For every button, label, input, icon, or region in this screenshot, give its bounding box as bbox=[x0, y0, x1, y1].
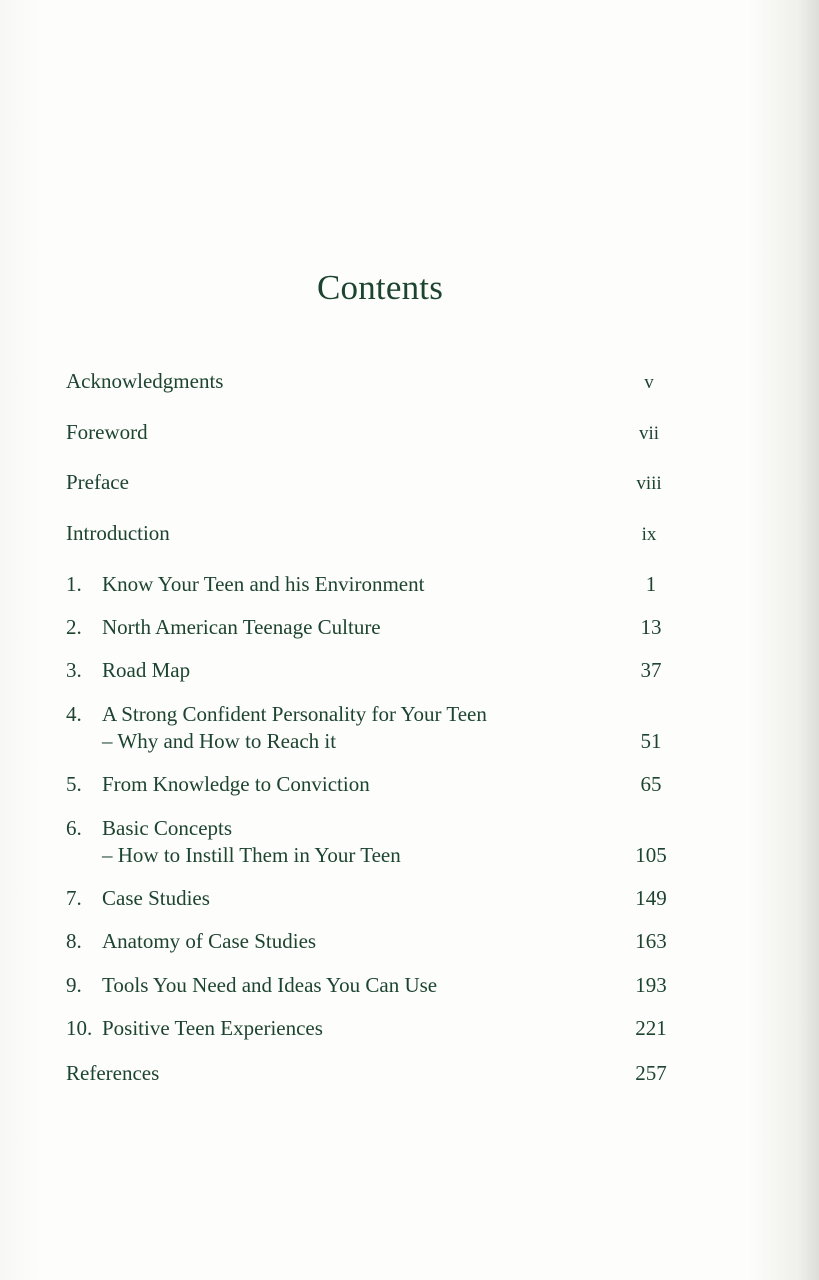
toc-entry-label bbox=[102, 657, 608, 684]
toc-entry-front bbox=[66, 368, 694, 396]
toc-entry-title: Tools You Need and Ideas You Can Use bbox=[102, 972, 438, 997]
toc-entry-title: Case Studies bbox=[102, 886, 210, 911]
toc-entry-label: References bbox=[66, 1061, 160, 1086]
toc-entry-chapter bbox=[66, 571, 694, 598]
toc-entry-label: Acknowledgments bbox=[66, 369, 224, 393]
toc-entry-title: Anatomy of Case Studies bbox=[102, 929, 317, 954]
toc-entry-number: 5. bbox=[66, 772, 82, 797]
toc-entry-title: A Strong Confident Personality for Your Teen bbox=[102, 701, 487, 726]
toc-entry-label bbox=[102, 972, 608, 999]
toc-entry-front bbox=[66, 520, 694, 548]
toc-entry-number: 10. bbox=[66, 1016, 93, 1041]
toc-entry-page: 163 bbox=[635, 929, 667, 954]
toc-entry-number: 8. bbox=[66, 929, 82, 954]
toc-entry-chapter bbox=[66, 657, 694, 684]
toc-entry-title: From Knowledge to Conviction bbox=[102, 772, 370, 797]
toc-entry-label: Foreword bbox=[66, 419, 148, 444]
toc-entry-label bbox=[102, 815, 608, 870]
toc-entry-page: 149 bbox=[635, 886, 667, 911]
toc-entry-subtitle: – Why and How to Reach it bbox=[102, 728, 337, 753]
toc-entry-chapter bbox=[66, 701, 694, 756]
toc-entry-front bbox=[66, 469, 694, 497]
toc-entry-number: 3. bbox=[66, 658, 82, 683]
toc-entry-chapter bbox=[66, 614, 694, 641]
toc-entry-title: Road Map bbox=[102, 658, 191, 683]
toc-entry-page: 1 bbox=[645, 571, 657, 596]
toc-entry-label bbox=[102, 885, 608, 912]
toc-entry-page: ix bbox=[641, 524, 657, 546]
toc-entry-page: 13 bbox=[640, 615, 662, 640]
toc-entry-page: vii bbox=[638, 422, 660, 444]
toc-entry-label bbox=[102, 1015, 608, 1042]
toc-entry-number: 6. bbox=[66, 815, 82, 840]
page-title: Contents bbox=[316, 268, 444, 307]
toc-entry-number: 2. bbox=[66, 615, 82, 640]
toc-entry-number: 9. bbox=[66, 972, 82, 997]
toc-entry-page: 193 bbox=[635, 972, 667, 997]
toc-entry-title: Basic Concepts bbox=[102, 815, 233, 840]
toc-entry-page: 221 bbox=[635, 1016, 667, 1041]
toc-entry-label bbox=[102, 614, 608, 641]
toc-entry-label bbox=[102, 928, 608, 955]
toc-entry-label bbox=[102, 701, 608, 756]
toc-entry-label: Introduction bbox=[66, 521, 170, 546]
toc-entry-subtitle: – How to Instill Them in Your Teen bbox=[102, 842, 401, 867]
toc-entry-title: Know Your Teen and his Environment bbox=[102, 571, 425, 596]
toc-entry-title: North American Teenage Culture bbox=[102, 615, 381, 640]
toc-entry-chapter bbox=[66, 1015, 694, 1042]
toc-entry-page: v bbox=[644, 372, 654, 393]
toc-entry-back bbox=[66, 1060, 694, 1087]
toc-entry-label: Preface bbox=[66, 470, 129, 495]
toc-entry-chapter bbox=[66, 815, 694, 870]
toc-entry-number: 4. bbox=[66, 701, 82, 726]
toc-entry-title: Positive Teen Experiences bbox=[102, 1016, 323, 1041]
toc-entry-page: 51 bbox=[640, 728, 662, 753]
toc-entry-label bbox=[102, 571, 608, 598]
toc-entry-label bbox=[102, 771, 608, 798]
toc-entry-chapter bbox=[66, 885, 694, 912]
toc-entry-front bbox=[66, 419, 694, 447]
table-of-contents bbox=[66, 368, 694, 1088]
toc-entry-chapter bbox=[66, 972, 694, 999]
toc-entry-page: 257 bbox=[635, 1061, 667, 1086]
toc-entry-page: 65 bbox=[640, 772, 662, 797]
toc-entry-chapter bbox=[66, 771, 694, 798]
toc-entry-chapter bbox=[66, 928, 694, 955]
toc-entry-page: 105 bbox=[635, 842, 667, 867]
toc-entry-page: viii bbox=[636, 473, 662, 495]
toc-entry-number: 7. bbox=[66, 886, 82, 911]
toc-entry-number: 1. bbox=[66, 571, 82, 596]
toc-entry-page: 37 bbox=[640, 658, 662, 683]
